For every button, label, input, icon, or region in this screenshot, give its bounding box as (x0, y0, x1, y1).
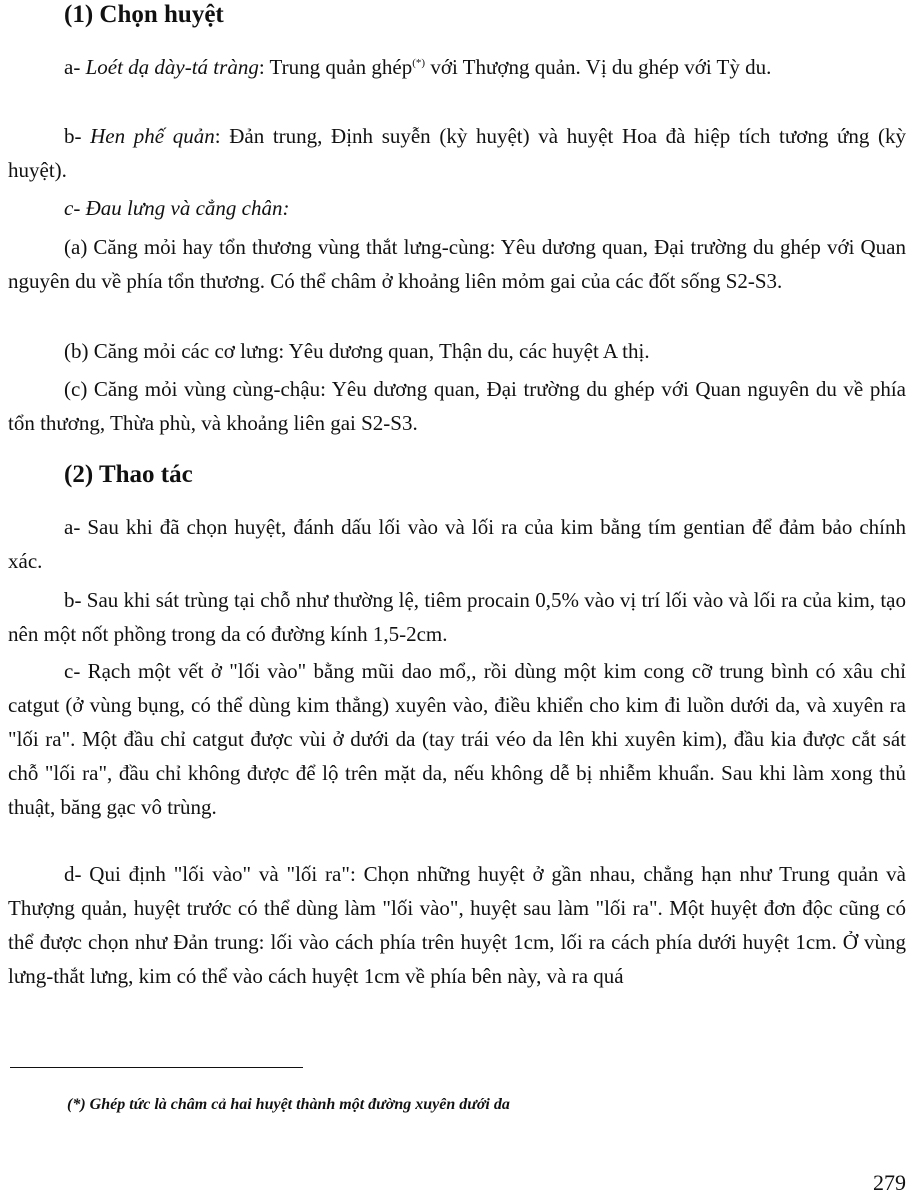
list-item: (c) Căng mỏi vùng cùng-chậu: Yêu dương quan, Đại trường du ghép với Quan nguyên du về phía tổn thương, Thừa phù, và khoảng liên gai S2-S3. (8, 377, 906, 435)
footnote-text: (*) Ghép tức là châm cả hai huyệt thành một đường xuyên dưới da (67, 1096, 510, 1113)
page-number: 279 (873, 1170, 906, 1195)
subheading-dau-lung (8, 191, 906, 225)
item-text: : Đản trung, Định suyễn (kỳ huyệt) và huyệt Hoa đà hiệp tích tương ứng (kỳ huyệt). (8, 124, 906, 182)
subheading-text: c- Đau lưng và cẳng chân: (64, 196, 290, 220)
paragraph-hen-phe-quan (8, 119, 906, 187)
paragraph-step-c: c- Rạch một vết ở "lối vào" bằng mũi dao mổ,, rồi dùng một kim cong cỡ trung bình có xâu chỉ catgut (ở vùng bụng, có thể dùng kim thẳng) xuyên vào, điều khiển cho kim đi luồn dưới da, và xuyên ra "lối ra". Một đầu chỉ catgut được vùi ở dưới da (tay trái véo da lên khi xuyên kim), đầu kia được cắt sát chỗ "lối ra", đầu chỉ không được để lộ trên mặt da, nếu không dễ bị nhiễm khuẩn. Sau khi làm xong thủ thuật, băng gạc vô trùng. (8, 659, 906, 819)
list-item: (a) Căng mỏi hay tổn thương vùng thắt lưng-cùng: Yêu dương quan, Đại trường du ghép với Quan nguyên du về phía tổn thương. Có thể châm ở khoảng liên mỏm gai của các đốt sống S2-S3. (8, 235, 906, 293)
paragraph-loet-da-day (8, 50, 906, 84)
footnote-divider (10, 1067, 303, 1068)
item-title: Hen phế quản (90, 124, 215, 148)
item-prefix: a- (64, 55, 86, 79)
footnote-marker: (*) (412, 57, 426, 69)
list-item: (b) Căng mỏi các cơ lưng: Yêu dương quan, Thận du, các huyệt A thị. (64, 339, 650, 363)
section-heading-chon-huyet: (1) Chọn huyệt (64, 1, 224, 28)
item-text: với Thượng quản. Vị du ghép với Tỳ du. (425, 55, 772, 79)
item-text: : Trung quản ghép (258, 55, 413, 79)
item-title: Loét dạ dày-tá tràng (85, 55, 259, 79)
item-prefix: b- (64, 124, 91, 148)
section-heading-thao-tac: (2) Thao tác (64, 461, 193, 488)
paragraph-step-a: a- Sau khi đã chọn huyệt, đánh dấu lối vào và lối ra của kim bằng tím gentian để đảm bảo chính xác. (8, 515, 906, 573)
paragraph-step-b: b- Sau khi sát trùng tại chỗ như thường lệ, tiêm procain 0,5% vào vị trí lối vào và lối ra của kim, tạo nên một nốt phồng trong da có đường kính 1,5-2cm. (8, 588, 906, 646)
paragraph-step-d: d- Qui định "lối vào" và "lối ra": Chọn những huyệt ở gần nhau, chẳng hạn như Trung quản và Thượng quản, huyệt trước có thể dùng làm "lối vào", huyệt sau làm "lối ra". Một huyệt đơn độc cũng có thể được chọn như Đản trung: lối vào cách phía trên huyệt 1cm, lối ra cách phía dưới huyệt 1cm. Ở vùng lưng-thắt lưng, kim có thể vào cách huyệt 1cm về phía bên này, và ra quá (8, 862, 906, 988)
